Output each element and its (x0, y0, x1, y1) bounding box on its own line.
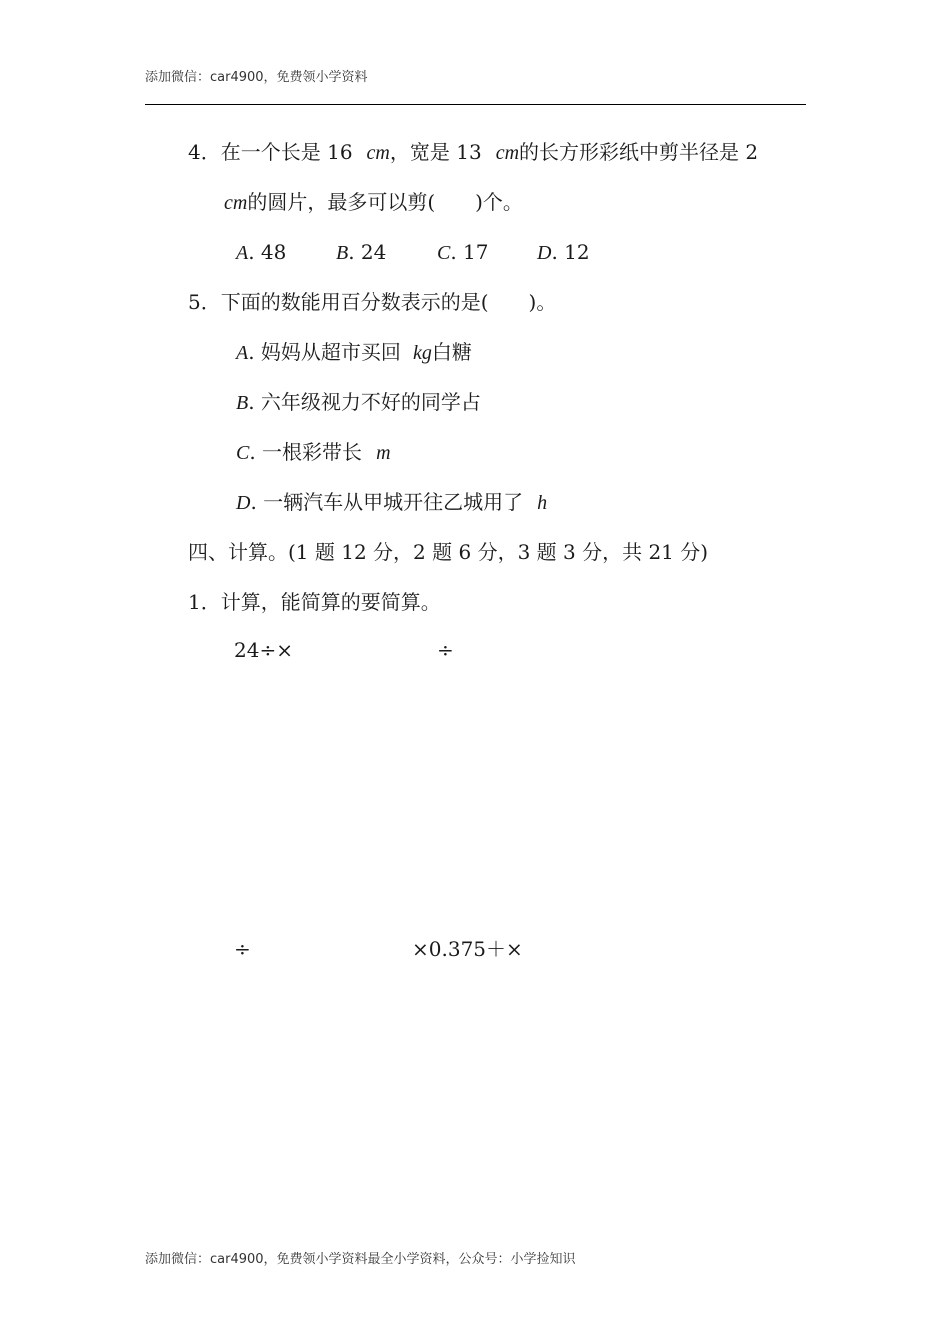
option-letter: D (236, 492, 251, 514)
option-text: . 妈妈从超市买回 (248, 340, 401, 364)
question-4-text-a: 在一个长是 16 (220, 140, 353, 164)
option-letter: A (236, 242, 249, 264)
option-text: . 一辆汽车从甲城开往乙城用了 (250, 490, 524, 514)
page-footer-text: 添加微信：car4900，免费领小学资料最全小学资料，公众号：小学捡知识 (145, 1252, 576, 1267)
option-text-tail: 白糖 (431, 340, 472, 364)
question-4-text-d: 的圆片，最多可以剪( )个。 (247, 190, 523, 214)
question-4-number: 4． (188, 140, 221, 164)
question-4-line-2 (224, 190, 523, 215)
expression-3: ÷ (234, 937, 251, 961)
question-5-option-a (236, 340, 472, 365)
option-letter: B (236, 392, 249, 414)
question-5-option-d (236, 490, 547, 515)
option-text: . 12 (551, 240, 590, 264)
option-text: . 48 (248, 240, 287, 264)
option-text: . 一根彩带长 (249, 440, 363, 464)
option-letter: A (236, 342, 249, 364)
question-5-option-c (236, 440, 391, 465)
question-5-text: 下面的数能用百分数表示的是( )。 (220, 290, 557, 314)
unit-cm: cm (224, 192, 248, 214)
expression-1: 24÷× (234, 638, 293, 662)
question-5-stem (188, 290, 556, 314)
question-4-option-a (236, 240, 286, 265)
question-4-option-c (437, 240, 489, 265)
unit-cm: cm (495, 142, 520, 164)
question-4-text-b: ，宽是 13 (389, 140, 482, 164)
question-4-line-1 (188, 140, 758, 165)
option-letter: C (437, 242, 451, 264)
question-4-option-b (336, 240, 386, 265)
unit-h: h (537, 492, 548, 514)
header-divider (145, 104, 806, 105)
section-4-question-1: 1．计算，能简算的要简算。 (188, 590, 441, 614)
page-header-text: 添加微信：car4900，免费领小学资料 (145, 70, 368, 85)
question-4-text-c: 的长方形彩纸中剪半径是 2 (519, 140, 759, 164)
question-4-option-d (537, 240, 590, 265)
option-text: . 17 (450, 240, 489, 264)
expression-2: ÷ (437, 638, 454, 662)
option-letter: B (336, 242, 349, 264)
option-text: . 六年级视力不好的同学占 (248, 390, 481, 414)
question-5-option-b (236, 390, 481, 415)
expression-4: ×0.375＋× (412, 937, 523, 961)
option-letter: C (236, 442, 250, 464)
unit-cm: cm (366, 142, 390, 164)
question-5-number: 5． (188, 290, 221, 314)
option-text: . 24 (348, 240, 387, 264)
unit-m: m (376, 442, 391, 464)
unit-kg: kg (412, 342, 432, 364)
section-4-title: 四、计算。(1 题 12 分，2 题 6 分，3 题 3 分，共 21 分) (188, 540, 709, 564)
option-letter: D (537, 242, 552, 264)
